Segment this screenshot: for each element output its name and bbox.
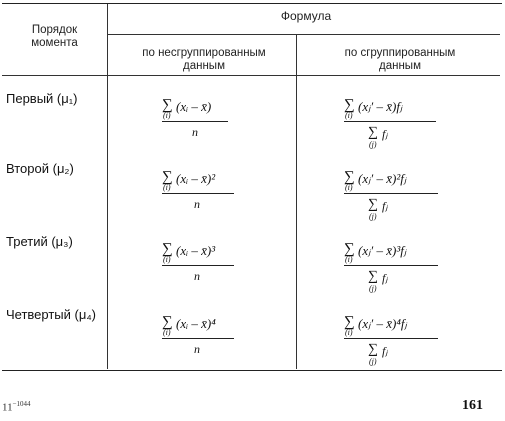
denominator: fⱼ <box>382 344 388 358</box>
sum-symbol: ∑ <box>344 169 355 185</box>
row-label-second: Второй (μ₂) <box>6 161 74 176</box>
header-moment-order-line1: Порядок <box>31 24 78 36</box>
fraction-bar <box>162 121 228 122</box>
numerator: (xⱼ′ – x̄)³fⱼ <box>358 243 407 258</box>
sum-index: (i) <box>345 328 353 337</box>
denominator-sum: ∑ <box>368 125 378 140</box>
row-label-first: Первый (μ₁) <box>6 91 78 106</box>
header-divider-formula <box>107 34 500 35</box>
row-label-fourth: Четвертый (μ₄) <box>6 307 96 322</box>
numerator: (xᵢ – x̄)³ <box>176 243 216 258</box>
sum-index: (i) <box>163 183 171 192</box>
denominator: n <box>194 342 200 356</box>
fraction-bar <box>162 193 234 194</box>
header-ungrouped-line1: по несгруппированным <box>142 47 266 59</box>
denominator: fⱼ <box>382 199 388 213</box>
numerator: (xᵢ – x̄) <box>176 99 212 114</box>
sum-symbol: ∑ <box>344 241 355 257</box>
sum-index: (i) <box>163 111 171 120</box>
sum-symbol: ∑ <box>162 314 173 330</box>
signature-sup: −1044 <box>12 400 31 408</box>
column-divider-2 <box>296 35 297 369</box>
denominator: fⱼ <box>382 127 388 141</box>
header-grouped-line2: данным <box>379 60 421 72</box>
page-number: 161 <box>462 398 483 413</box>
numerator: (xᵢ – x̄)² <box>176 171 216 186</box>
fraction-bar <box>344 265 438 266</box>
sum-index: (i) <box>163 255 171 264</box>
fraction-bar <box>162 265 234 266</box>
column-divider-1 <box>107 4 108 369</box>
denominator-sum: ∑ <box>368 269 378 284</box>
sum-index: (j) <box>369 357 377 366</box>
sum-index: (j) <box>369 284 377 293</box>
fraction-bar <box>344 193 438 194</box>
denominator: n <box>192 125 198 139</box>
numerator: (xⱼ′ – x̄)fⱼ <box>358 99 403 114</box>
sum-index: (i) <box>163 328 171 337</box>
sum-symbol: ∑ <box>344 97 355 113</box>
sum-symbol: ∑ <box>344 314 355 330</box>
fraction-bar <box>162 338 234 339</box>
fraction-bar <box>344 121 436 122</box>
sum-index: (j) <box>369 140 377 149</box>
denominator: fⱼ <box>382 271 388 285</box>
denominator-sum: ∑ <box>368 197 378 212</box>
header-ungrouped-line2: данным <box>183 60 225 72</box>
sum-index: (j) <box>369 212 377 221</box>
sum-index: (i) <box>345 255 353 264</box>
header-grouped <box>298 47 502 73</box>
header-divider-bottom <box>2 75 500 76</box>
header-ungrouped <box>110 47 298 73</box>
numerator: (xᵢ – x̄)⁴ <box>176 316 216 331</box>
sum-index: (i) <box>345 111 353 120</box>
denominator: n <box>194 197 200 211</box>
header-formula: Формула <box>280 9 332 23</box>
row-label-third: Третий (μ₃) <box>6 234 73 249</box>
sum-symbol: ∑ <box>162 241 173 257</box>
denominator: n <box>194 269 200 283</box>
sum-index: (i) <box>345 183 353 192</box>
fraction-bar <box>344 338 438 339</box>
sum-symbol: ∑ <box>162 169 173 185</box>
header-grouped-line1: по сгруппированным <box>344 47 456 59</box>
sum-symbol: ∑ <box>162 97 173 113</box>
numerator: (xⱼ′ – x̄)²fⱼ <box>358 171 407 186</box>
moments-table <box>2 3 502 371</box>
denominator-sum: ∑ <box>368 342 378 357</box>
numerator: (xⱼ′ – x̄)⁴fⱼ <box>358 316 407 331</box>
printer-signature <box>2 400 31 414</box>
header-moment-order <box>2 24 107 50</box>
header-moment-order-line2: момента <box>31 37 78 49</box>
signature-number: 11 <box>2 401 13 414</box>
